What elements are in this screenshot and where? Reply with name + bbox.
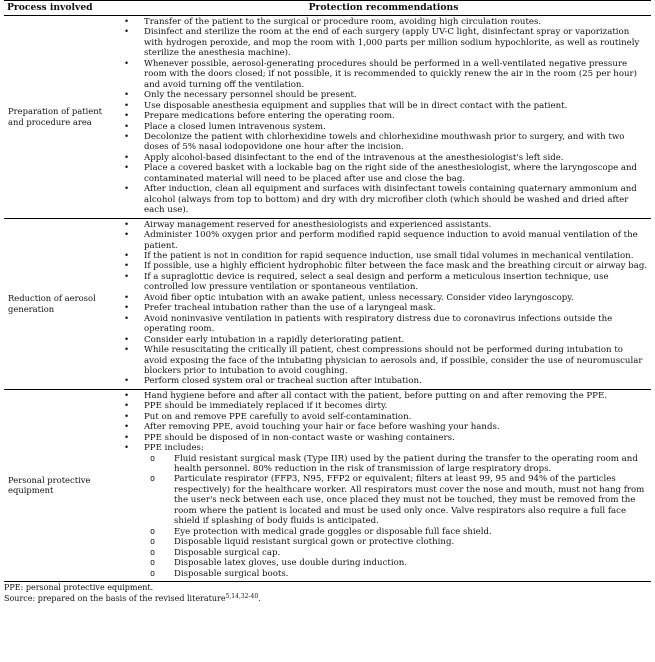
list-item: • Airway management reserved for anesthesiologists and experienced assistants. [116,220,649,230]
process-cell: Preparation of patient and procedure area [4,16,116,219]
list-item: • Place a covered basket with a lockable bag on the right side of the anesthesiologist, where the laryngoscope and contaminated material will need to be placed after use and close the bag. [116,163,649,184]
list-item: • After induction, clean all equipment and surfaces with disinfectant towels containing quaternary ammonium and alcohol (always from top to bottom) and dry with dry microfiber cloth (which should be washed and dried after each use). [116,184,649,215]
recommendation-list [116,17,649,216]
list-item: • While resuscitating the critically ill patient, chest compressions should not be performed during intubation to avoid exposing the face of the intubating physician to aerosols and, if possible, consider the use of neuromuscular blockers prior to intubation to avoid coughing. [116,345,649,376]
list-item: • Avoid fiber optic intubation with an awake patient, unless necessary. Consider video laryngoscopy. [116,293,649,303]
list-item: • Decolonize the patient with chlorhexidine towels and chlorhexidine mouthwash prior to surgery, and with two doses of 5% nasal iodopovidone one hour after the incision. [116,132,649,153]
recommendation-list [116,220,649,387]
sub-list-item: o Eye protection with medical grade goggles or disposable full face shield. [116,527,649,537]
list-item: • PPE includes: [116,443,649,453]
list-item: • Hand hygiene before and after all contact with the patient, before putting on and after removing the PPE. [116,391,649,401]
sub-list-item: o Particulate respirator (FFP3, N95, FFP2 or equivalent; filters at least 99, 95 and 94% of the particles respectively) for the healthcare worker. All respirators must cover the nose and mouth, must not hang from the user's neck between each use, once placed they must not be touched, they must be removed from the room where the patient is located and must be used only once. Valve respirators also require a full face shield if splashing of body fluids is anticipated. [116,474,649,526]
source-text: Source: prepared on the basis of the revised literature [4,594,226,604]
list-item: • PPE should be disposed of in non-contact waste or washing containers. [116,433,649,443]
list-item: • Disinfect and sterilize the room at the end of each surgery (apply UV-C light, disinfectant spray or vaporization with hydrogen peroxide, and mop the room with 1,000 parts per million sodium hypochlorite, as well as routinely sterilize the anesthesia machine). [116,27,649,58]
list-item: • Administer 100% oxygen prior and perform modified rapid sequence induction to avoid manual ventilation of the patient. [116,230,649,251]
list-item: • Prefer tracheal intubation rather than the use of a laryngeal mask. [116,303,649,313]
list-item: • If the patient is not in condition for rapid sequence induction, use small tidal volumes in mechanical ventilation. [116,251,649,261]
source-period: . [258,594,261,604]
list-item: • If a supraglottic device is required, select a seal design and perform a meticulous insertion technique, use controlled low pressure ventilation or spontaneous ventilation. [116,272,649,293]
list-item: • Put on and remove PPE carefully to avoid self-contamination. [116,412,649,422]
list-item: • If possible, use a highly efficient hydrophobic filter between the face mask and the breathing circuit or airway bag. [116,261,649,271]
process-cell: Reduction of aerosol generation [4,218,116,389]
recommendation-list [116,391,649,579]
section-row-aerosol [4,218,651,389]
footnote-source [4,594,651,604]
sub-list-item: o Disposable liquid resistant surgical gown or protective clothing. [116,537,649,547]
list-item: • Only the necessary personnel should be present. [116,90,649,100]
list-item: • Prepare medications before entering the operating room. [116,111,649,121]
sub-list-item: o Disposable surgical cap. [116,548,649,558]
sub-list-item: o Disposable latex gloves, use double during induction. [116,558,649,568]
footnote-abbreviation: PPE: personal protective equipment. [4,583,154,593]
list-item: • Apply alcohol-based disinfectant to the end of the intravenous at the anesthesiologist's left side. [116,153,649,163]
list-item: • Whenever possible, aerosol-generating procedures should be performed in a well-ventilated negative pressure room with the doors closed; if not possible, it is recommended to quickly renew the air in the room (25 per hour) and avoid turning off the ventilation. [116,59,649,90]
table-header-row [4,1,651,16]
header-process: Process involved [4,1,116,16]
list-item: • Consider early intubation in a rapidly deteriorating patient. [116,335,649,345]
list-item: • Place a closed lumen intravenous system. [116,122,649,132]
list-item: • PPE should be immediately replaced if it becomes dirty. [116,401,649,411]
section-row-preparation [4,16,651,219]
recommendations-cell [116,16,651,219]
recommendations-cell [116,218,651,389]
protection-table [4,0,651,582]
list-item: • Avoid noninvasive ventilation in patients with respiratory distress due to coronavirus infections outside the operating room. [116,314,649,335]
table-container [4,0,651,604]
section-row-ppe [4,389,651,581]
list-item: • Transfer of the patient to the surgical or procedure room, avoiding high circulation routes. [116,17,649,27]
header-protection: Protection recommendations [116,1,651,16]
sub-list-item: o Disposable surgical boots. [116,569,649,579]
sub-list-item: o Fluid resistant surgical mask (Type IIR) used by the patient during the transfer to the operating room and health personnel. 80% reduction in the risk of transmission of large respiratory drops. [116,454,649,475]
process-cell: Personal protective equipment [4,389,116,581]
list-item: • Use disposable anesthesia equipment and supplies that will be in direct contact with the patient. [116,101,649,111]
recommendations-cell [116,389,651,581]
source-references: 5,14,32-40 [225,593,259,601]
list-item: • After removing PPE, avoid touching your hair or face before washing your hands. [116,422,649,432]
list-item: • Perform closed system oral or tracheal suction after intubation. [116,376,649,386]
